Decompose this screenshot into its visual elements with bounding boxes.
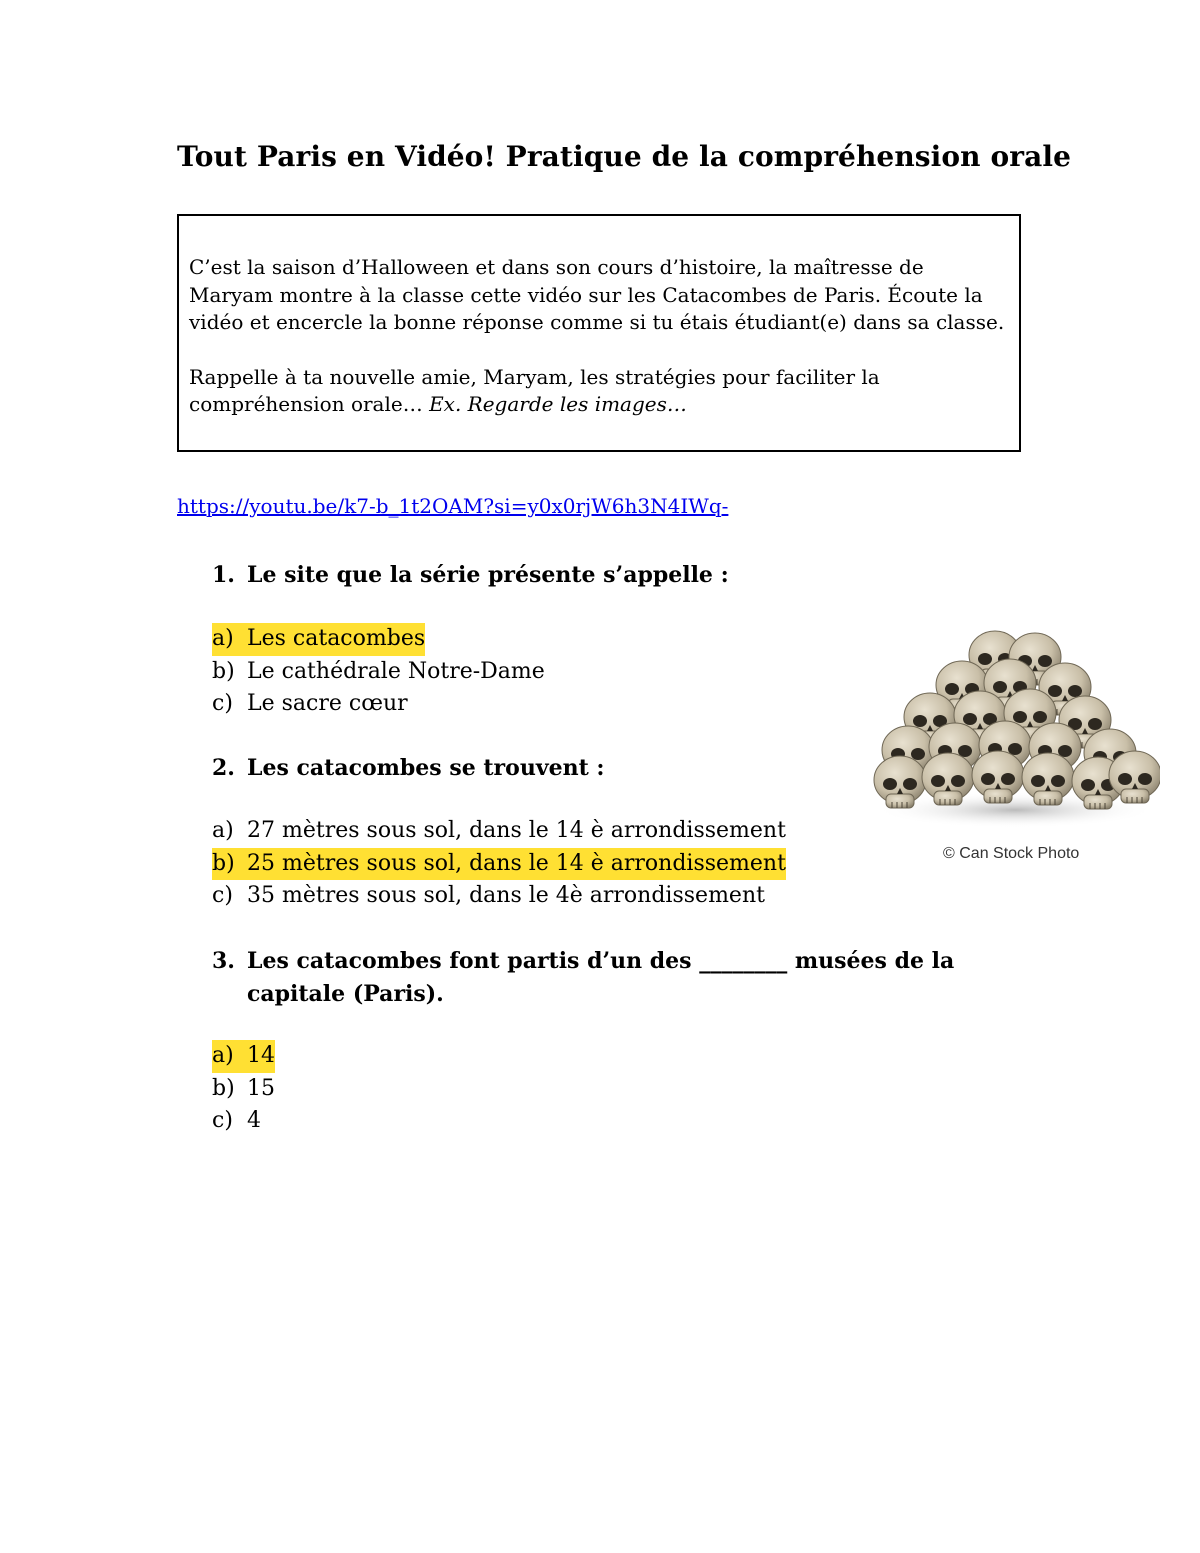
question-3-options xyxy=(212,1040,275,1138)
answer-option-3c[interactable] xyxy=(212,1105,275,1138)
question-text: Les catacombes se trouvent : xyxy=(247,755,605,781)
option-text: Le cathédrale Notre-Dame xyxy=(247,658,545,684)
option-letter: a) xyxy=(212,626,234,651)
option-letter: c) xyxy=(212,691,233,716)
option-letter: b) xyxy=(212,658,235,684)
question-text: Les catacombes font partis d’un des ________ musées de la capitale (Paris). xyxy=(247,948,955,1007)
question-1-options xyxy=(212,623,545,721)
skull-pile-figure xyxy=(870,625,1160,870)
question-number: 2. xyxy=(212,755,235,781)
question-2 xyxy=(212,752,605,785)
option-text: 35 mètres sous sol, dans le 4è arrondissement xyxy=(247,883,765,908)
answer-option-2a[interactable] xyxy=(212,815,786,848)
option-letter: a) xyxy=(212,1043,234,1068)
answer-option-1c[interactable] xyxy=(212,688,545,721)
option-text: Le sacre cœur xyxy=(247,691,408,716)
strategies-text: Rappelle à ta nouvelle amie, Maryam, les stratégies pour faciliter la compréhension orale… xyxy=(189,364,880,416)
question-2-options xyxy=(212,815,786,913)
option-letter: b) xyxy=(212,1075,235,1101)
answer-option-2c[interactable] xyxy=(212,880,786,913)
option-text: 14 xyxy=(247,1043,275,1068)
skull-pile-image xyxy=(870,625,1160,835)
option-letter: c) xyxy=(212,1108,233,1133)
option-text: 15 xyxy=(247,1075,275,1101)
strategies-paragraph xyxy=(189,364,1009,419)
question-3 xyxy=(212,945,992,1011)
question-number: 3. xyxy=(212,948,235,974)
answer-option-3a[interactable] xyxy=(212,1040,275,1073)
question-text: Le site que la série présente s’appelle : xyxy=(247,562,729,588)
answer-option-1a[interactable] xyxy=(212,623,545,656)
option-text: 25 mètres sous sol, dans le 14 è arrondissement xyxy=(247,850,786,876)
option-letter: b) xyxy=(212,850,235,876)
instructions-box xyxy=(177,214,1021,452)
video-link[interactable]: https://youtu.be/k7-b_1t2OAM?si=y0x0rjW6h3N4IWq- xyxy=(177,494,729,518)
answer-option-1b[interactable] xyxy=(212,656,545,689)
question-number: 1. xyxy=(212,562,235,588)
answer-option-3b[interactable] xyxy=(212,1073,275,1106)
question-1 xyxy=(212,559,729,592)
instructions-paragraph: C’est la saison d’Halloween et dans son cours d’histoire, la maîtresse de Maryam montre à la classe cette vidéo sur les Catacombes de Paris. Écoute la vidéo et encercle la bonne réponse comme si tu étais étudiant(e) dans sa classe. xyxy=(189,255,1005,334)
option-text: Les catacombes xyxy=(247,626,426,651)
strategies-example: Ex. Regarde les images… xyxy=(429,392,687,416)
page-title: Tout Paris en Vidéo! Pratique de la compréhension orale xyxy=(177,140,1071,173)
option-text: 27 mètres sous sol, dans le 14 è arrondissement xyxy=(247,818,786,843)
answer-option-2b[interactable] xyxy=(212,848,786,881)
option-letter: a) xyxy=(212,818,234,843)
option-text: 4 xyxy=(247,1108,261,1133)
image-credit: © Can Stock Photo xyxy=(943,845,1080,862)
option-letter: c) xyxy=(212,883,233,908)
